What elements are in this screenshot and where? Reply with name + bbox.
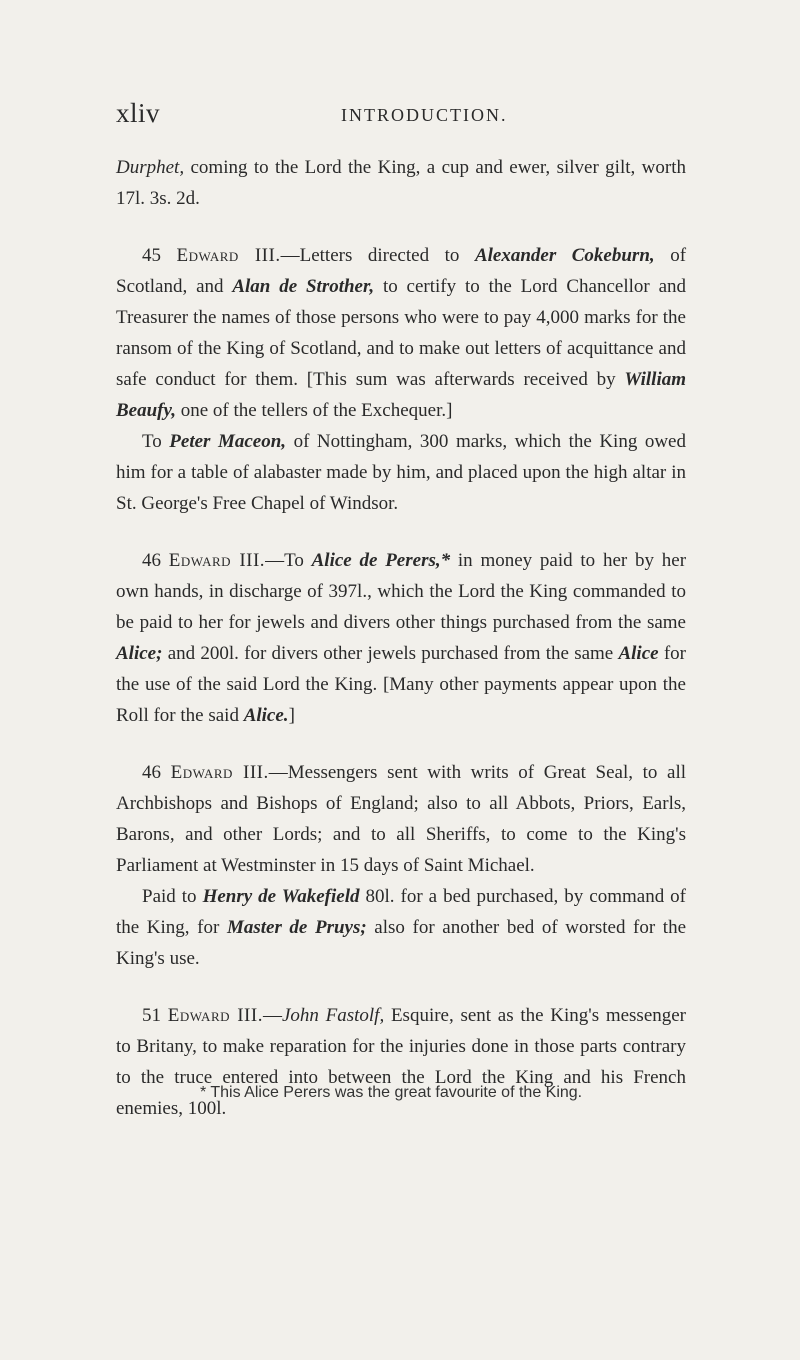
entry-text: coming to the Lord the King, a cup and ewer, silver gilt, worth 17l. 3s. 2d. (116, 157, 686, 209)
entry-peter-maceon (116, 426, 686, 519)
regnal-year: 45 (142, 245, 161, 266)
person-name: Alice. (243, 705, 289, 726)
entry-text: Esquire, sent as the King's messenger to Britany, to make reparation for the injuries done in those parts contrary to the truce entered into between the Lord the King and his French enemies, 100l. (116, 1005, 687, 1119)
reign-label: Edward III. (176, 245, 281, 266)
entry-text: of Scotland, and (116, 245, 687, 297)
entry-51-edward-iii (116, 1000, 686, 1124)
person-name: Alice; (116, 643, 163, 664)
entry-text: one of the tellers of the Exchequer.] (180, 400, 453, 421)
person-name: Alan de Strother, (232, 276, 375, 297)
person-name: William Beaufy, (116, 369, 687, 421)
person-name: Alexander Cokeburn, (474, 245, 655, 266)
entry-text: for the use of the said Lord the King. [Many other payments appear upon the Roll for the said (116, 643, 686, 726)
entry-lead: Paid to (142, 886, 197, 907)
entry-46-edward-iii-messengers (116, 757, 686, 881)
entry-text: ] (288, 705, 295, 726)
regnal-year: 46 (142, 550, 161, 571)
person-name: Master de Pruys; (226, 917, 367, 938)
entry-text: of Nottingham, 300 marks, which the King owed him for a table of alabaster made by him, and placed upon the high altar in St. George's Free Chapel of Windsor. (116, 431, 686, 514)
entry-henry-de-wakefield (116, 881, 686, 974)
entry-text: —Messengers sent with writs of Great Seal, to all Archbishops and Bishops of England; also to all Abbots, Priors, Earls, Barons, and other Lords; and to all Sheriffs, to come to the King's Parliament at Westminster in 15 days of Saint Michael. (116, 762, 687, 876)
entry-lead: — (262, 1005, 282, 1026)
person-name: Peter Maceon, (169, 431, 287, 452)
person-name: John Fastolf, (281, 1005, 385, 1026)
footnote: * This Alice Perers was the great favourite of the King. (200, 1084, 583, 1101)
entry-text: also for another bed of worsted for the King's use. (116, 917, 687, 969)
entry-durphet (116, 152, 686, 214)
entry-45-edward-iii (116, 240, 686, 426)
person-name: Henry de Wakefield (202, 886, 360, 907)
entry-text: to certify to the Lord Chancellor and Treasurer the names of those persons who were to pay 4,000 marks for the ransom of the King of Scotland, and to make out letters of acquittance and safe conduct for them. [This sum was afterwards received by (116, 276, 687, 390)
entry-lead: To (142, 431, 162, 452)
regnal-year: 46 (142, 762, 161, 783)
entry-46-edward-iii-alice (116, 545, 686, 731)
person-name: Durphet, (116, 157, 185, 178)
entry-lead: —To (265, 550, 304, 571)
regnal-year: 51 (142, 1005, 161, 1026)
entry-text: in money paid to her by her own hands, in discharge of 397l., which the Lord the King commanded to be paid to her for jewels and divers other things purchased from the same (116, 550, 687, 633)
reign-label: Edward III. (168, 550, 266, 571)
person-name: Alice de Perers,* (311, 550, 451, 571)
running-title: INTRODUCTION. (341, 105, 508, 125)
page-header (116, 98, 686, 134)
entry-lead: —Letters directed to (280, 245, 460, 266)
reign-label: Edward III. (167, 1005, 263, 1026)
entry-text: and 200l. for divers other jewels purchased from the same (167, 643, 614, 664)
person-name: Alice (618, 643, 659, 664)
entry-text: 80l. for a bed purchased, by command of the King, for (116, 886, 687, 938)
page-number: xliv (116, 98, 161, 128)
reign-label: Edward III. (170, 762, 269, 783)
document-body (116, 152, 686, 1124)
